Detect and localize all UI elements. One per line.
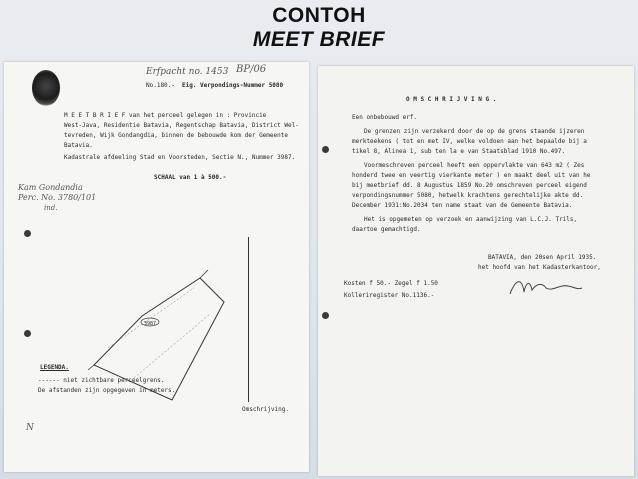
body-line-1: M E E T B R I E F van het perceel gelegen in : Provincie: [64, 112, 267, 119]
costs-line: Kosten f 50.- Zegel f 1.50: [344, 280, 438, 287]
legend-line-2: De afstanden zijn opgegeven in meters.: [38, 387, 176, 394]
body-line-2: West-Java, Residentie Batavia, Regentschap Batavia, District Wel-: [64, 122, 299, 129]
handwritten-note-3: ind.: [44, 204, 58, 212]
legend-line-1: ------ niet zichtbare perceelgrens.: [38, 377, 165, 384]
title-line-1: CONTOH: [272, 4, 366, 27]
description-line-8: December 1931:No.2034 ten name staat van de Gemeente Batavia.: [352, 202, 573, 209]
verponding-number: Eig. Verpondings-Nummer 5080: [182, 82, 284, 89]
meetbrief-scan-left: [4, 62, 309, 472]
meetbrief-scan-right: [318, 66, 634, 476]
official-seal-icon: [32, 70, 60, 106]
legend-title: LEGENDA.: [40, 364, 69, 371]
north-arrow-line: [248, 237, 249, 402]
binder-hole: [24, 230, 31, 237]
description-line-7: verpondingsnummer 5080, hetwelk krachtens gerechtelijke akte dd.: [352, 192, 584, 199]
handwritten-code: BP/06: [236, 64, 267, 75]
description-line-6: bij meetbrief dd. 8 Augustus 1859 No.20 omschreven perceel eigend: [352, 182, 587, 189]
binder-hole: [322, 146, 329, 153]
signatory-title: het hoofd van het Kadasterkantoor,: [478, 264, 601, 271]
register-line: Kolleriregister No.1136.-: [344, 292, 435, 299]
binder-hole: [322, 312, 329, 319]
description-heading: O M S C H R I J V I N G .: [406, 96, 497, 103]
description-line-2: merkteekens ( tot en met IV, welke voldoen aan het bepaalde bij a: [352, 138, 587, 145]
boundary-extension: [88, 365, 94, 370]
handwritten-note-2: Perc. No. 3780/101: [18, 193, 97, 202]
description-line-9: Het is opgemeten op verzoek en aanwijzing van L.C.J. Trils,: [364, 216, 578, 223]
description-line-5: honderd twee en veertig vierkante meter ) en maakt deel uit van he: [352, 172, 591, 179]
handwritten-initial: N: [26, 423, 34, 433]
body-line-4: Batavia.: [64, 142, 93, 149]
title-line-2: MEET BRIEF: [252, 28, 386, 51]
binder-hole: [24, 330, 31, 337]
description-line-4: Voormeschreven perceel heeft een oppervlakte van 643 m2 ( Zes: [364, 162, 585, 169]
plot-number: 3987: [144, 321, 157, 327]
body-line-5: Kadastrale afdeeling Stad en Voorsteden, Sectie N., Nummer 3987.: [64, 154, 296, 161]
parcel-map: [74, 250, 244, 410]
omschrijving-label: Omschrijving.: [242, 406, 289, 413]
description-line-3: tikel 8, Alinea 1, sub ten la e van Staatsblad 1910 No.497.: [352, 148, 566, 155]
slide-title: [0, 4, 638, 52]
boundary-extension: [200, 270, 208, 278]
body-line-3: tevreden, Wijk Gondangdia, binnen de bebouwde kom der Gemeente: [64, 132, 288, 139]
place-and-date: BATAVIA, den 20sen April 1935.: [488, 254, 597, 261]
document-number: No.180.-: [146, 82, 175, 89]
map-scale: SCHAAL van 1 à 500.-: [154, 174, 227, 181]
opening-line: Een onbebouwd erf.: [352, 114, 418, 121]
description-line-1: De grenzen zijn verzekerd door de op de grens staande ijzeren: [364, 128, 585, 135]
description-line-10: daartoe gemachtigd.: [352, 226, 421, 233]
handwritten-note-1: Kam Gondandia: [18, 183, 83, 192]
signature-icon: [506, 272, 586, 302]
handwritten-mark-top: Erfpacht no. 1453: [146, 67, 229, 77]
